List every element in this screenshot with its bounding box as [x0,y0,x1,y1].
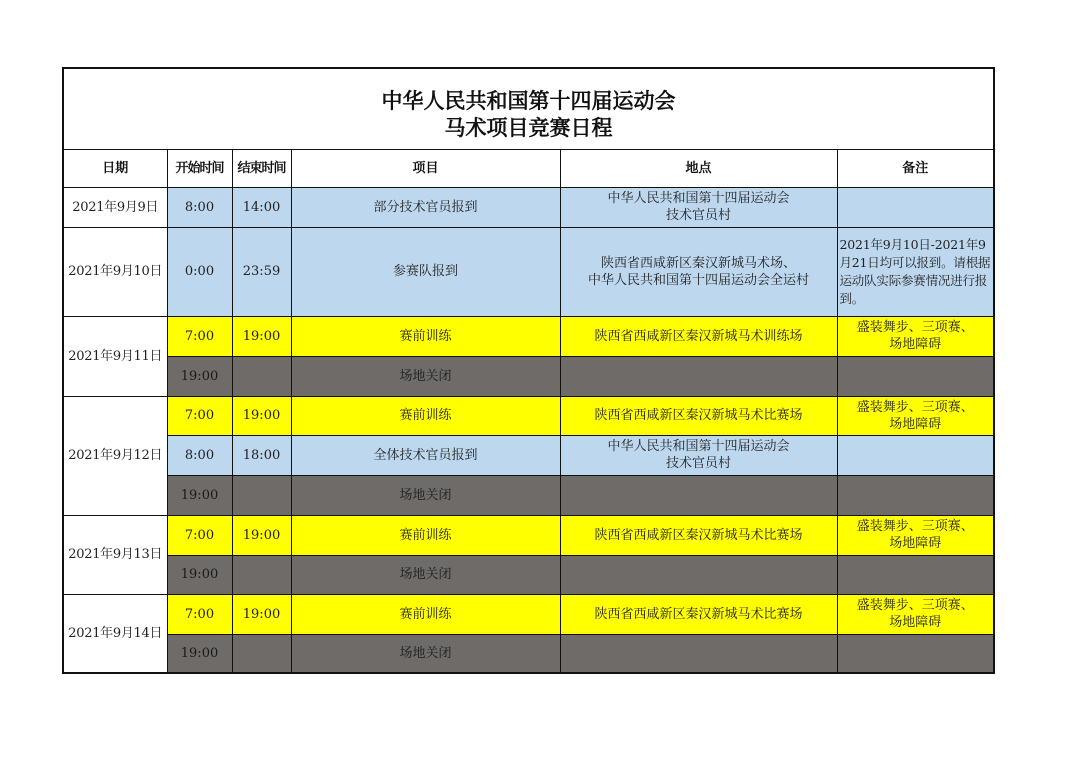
note-cell [837,187,994,227]
item-cell: 赛前训练 [291,515,560,555]
start-time-cell: 7:00 [167,594,232,634]
end-time-cell: 19:00 [232,316,291,356]
item-cell: 赛前训练 [291,594,560,634]
location-cell [560,187,837,227]
start-time-cell: 19:00 [167,475,232,515]
note-line-1: 盛装舞步、三项赛、 [856,519,974,534]
date-cell: 2021年9月13日 [63,515,167,594]
start-time-cell: 19:00 [167,634,232,673]
location-line-1: 中华人民共和国第十四届运动会 [607,439,790,454]
item-cell: 赛前训练 [291,396,560,435]
note-cell [837,515,994,555]
item-cell: 部分技术官员报到 [291,187,560,227]
start-time-cell: 0:00 [167,227,232,316]
end-time-cell [232,475,291,515]
table-title [63,68,994,149]
note-line-2: 场地障碍 [889,615,942,630]
table-row [63,396,994,435]
header-end-time: 结束时间 [232,149,291,187]
item-cell: 赛前训练 [291,316,560,356]
note-cell: 2021年9月10日-2021年9月21日均可以报到。请根据运动队实际参赛情况进行报到。 [837,227,994,316]
start-time-cell: 7:00 [167,515,232,555]
item-cell: 全体技术官员报到 [291,435,560,475]
item-cell: 场地关闭 [291,555,560,594]
location-line-2: 技术官员村 [665,456,731,471]
location-cell [560,634,837,673]
end-time-cell [232,634,291,673]
table-row [63,515,994,555]
table-row [63,555,994,594]
note-cell [837,594,994,634]
schedule-table [62,67,995,674]
table-row [63,187,994,227]
end-time-cell: 19:00 [232,515,291,555]
start-time-cell: 8:00 [167,435,232,475]
location-cell: 陕西省西咸新区秦汉新城马术比赛场 [560,594,837,634]
note-cell [837,435,994,475]
date-cell: 2021年9月14日 [63,594,167,673]
item-cell: 参赛队报到 [291,227,560,316]
location-cell [560,475,837,515]
end-time-cell: 19:00 [232,396,291,435]
item-cell: 场地关闭 [291,634,560,673]
date-cell: 2021年9月11日 [63,316,167,396]
header-location: 地点 [560,149,837,187]
note-cell [837,555,994,594]
header-start-time: 开始时间 [167,149,232,187]
location-line-2: 技术官员村 [665,208,731,223]
note-cell [837,396,994,435]
item-cell: 场地关闭 [291,356,560,396]
start-time-cell: 7:00 [167,396,232,435]
table-row [63,475,994,515]
end-time-cell: 18:00 [232,435,291,475]
date-cell: 2021年9月12日 [63,396,167,515]
title-line-2: 马术项目竞赛日程 [444,115,613,140]
note-cell [837,475,994,515]
note-cell [837,316,994,356]
end-time-cell [232,356,291,396]
end-time-cell: 14:00 [232,187,291,227]
table-row [63,227,994,316]
end-time-cell [232,555,291,594]
location-cell: 陕西省西咸新区秦汉新城马术训练场 [560,316,837,356]
note-line-1: 盛装舞步、三项赛、 [856,598,974,613]
table-row [63,356,994,396]
location-cell: 陕西省西咸新区秦汉新城马术比赛场 [560,396,837,435]
note-line-1: 盛装舞步、三项赛、 [856,399,974,415]
date-cell: 2021年9月9日 [63,187,167,227]
table-row [63,634,994,673]
end-time-cell: 19:00 [232,594,291,634]
start-time-cell: 8:00 [167,187,232,227]
start-time-cell: 19:00 [167,356,232,396]
location-cell [560,555,837,594]
location-cell [560,435,837,475]
location-line-1: 中华人民共和国第十四届运动会 [607,191,790,206]
location-line-1: 陕西省西咸新区秦汉新城马术场、 [600,255,796,271]
table-row [63,435,994,475]
end-time-cell: 23:59 [232,227,291,316]
table-row [63,594,994,634]
note-cell [837,634,994,673]
title-line-1: 中华人民共和国第十四届运动会 [381,88,676,113]
start-time-cell: 19:00 [167,555,232,594]
start-time-cell: 7:00 [167,316,232,356]
date-cell: 2021年9月10日 [63,227,167,316]
location-cell [560,227,837,316]
location-cell: 陕西省西咸新区秦汉新城马术比赛场 [560,515,837,555]
table-row [63,316,994,356]
note-line-2: 场地障碍 [889,337,942,352]
item-cell: 场地关闭 [291,475,560,515]
note-cell [837,356,994,396]
header-date: 日期 [63,149,167,187]
header-note: 备注 [837,149,994,187]
note-line-2: 场地障碍 [889,416,942,432]
location-cell [560,356,837,396]
note-line-1: 盛装舞步、三项赛、 [856,320,974,335]
location-line-2: 中华人民共和国第十四届运动会全运村 [587,272,809,288]
header-item: 项目 [291,149,560,187]
note-line-2: 场地障碍 [889,536,942,551]
